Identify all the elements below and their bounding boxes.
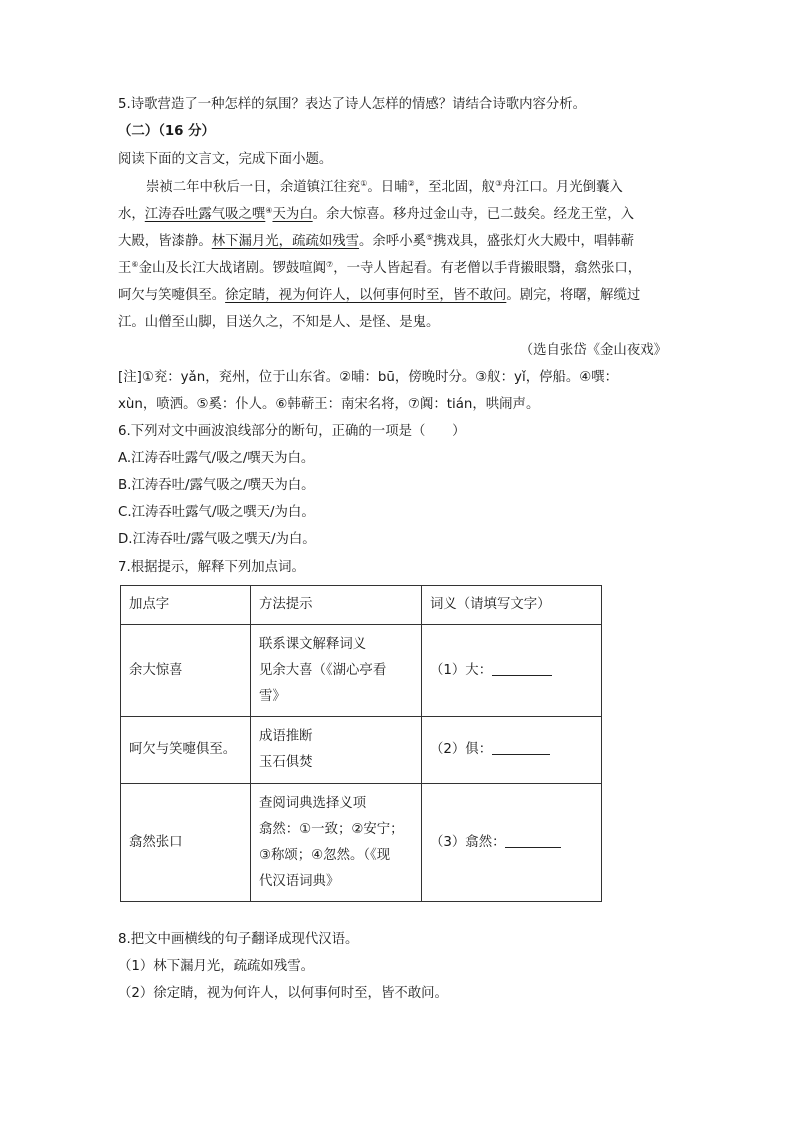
passage-text: 。日晡 — [367, 180, 408, 195]
hint-cell — [251, 784, 422, 902]
hint-line: 玉石俱焚 — [259, 755, 313, 770]
hint-cell — [251, 717, 422, 784]
question-8-item-2: （2）徐定睛，视为何许人，以何事何时至，皆不敢问。 — [118, 986, 448, 1001]
answer-cell — [422, 717, 602, 784]
note-marker: ② — [407, 179, 415, 188]
hint-line: 见余大喜（《湖心亭看 — [259, 662, 387, 678]
passage-text: 王 — [118, 261, 132, 276]
passage-line-6: 江。山僧至山脚，目送久之，不知是人、是怪、是鬼。 — [118, 315, 440, 330]
passage-text: 舟江口。月光倒囊入 — [502, 180, 623, 195]
word-cell: 呵欠与笑嚏俱至。 — [121, 717, 251, 784]
underlined-sentence-2: 徐定睛，视为何许人，以何事何时至，皆不敢问 — [225, 288, 507, 303]
note-marker: ⑥ — [131, 260, 139, 269]
word-cell: 翕然张口 — [121, 784, 251, 902]
passage-text: 。剧完，将曙，解缆过 — [506, 288, 641, 303]
vocab-table — [120, 585, 602, 902]
answer-cell — [422, 784, 602, 902]
answer-blank[interactable] — [505, 833, 561, 848]
header-cell: 词义（请填写文字） — [422, 586, 602, 625]
passage-text: 呵欠与笑嚏俱至。 — [118, 288, 226, 303]
passage-text: 大殿，皆漆静。 — [118, 234, 212, 249]
answer-label: （1）大： — [430, 662, 493, 678]
table-header-row — [121, 586, 602, 625]
passage-line-2 — [118, 205, 634, 225]
hint-line: 雪》 — [259, 688, 286, 704]
underlined-sentence-1: 林下漏月光，疏疏如残雪 — [211, 234, 360, 249]
table-row — [121, 784, 602, 902]
passage-line-3 — [118, 232, 634, 252]
hint-line: 代汉语词典》 — [259, 873, 340, 889]
header-cell: 加点字 — [121, 586, 251, 625]
passage-source: （选自张岱《金山夜戏》 — [519, 343, 667, 358]
hint-line: 翕然：①一致；②安宁； — [259, 821, 404, 837]
note-marker: ① — [360, 179, 368, 188]
question-6-stem: 6.下列对文中画波浪线部分的断句，正确的一项是（ ） — [118, 424, 466, 439]
option-b[interactable]: B.江涛吞吐/露气吸之/噀天为白。 — [118, 478, 315, 493]
answer-label: （3）翕然： — [430, 834, 506, 850]
option-c[interactable]: C.江涛吞吐露气/吸之噀天/为白。 — [118, 505, 315, 520]
hint-line: 查阅词典选择义项 — [259, 795, 367, 811]
passage-text: 。余呼小奚 — [359, 234, 426, 249]
answer-label: （2）俱： — [430, 742, 493, 757]
question-5: 5.诗歌营造了一种怎样的氛围？表达了诗人怎样的情感？请结合诗歌内容分析。 — [118, 97, 587, 112]
reading-instruction: 阅读下面的文言文，完成下面小题。 — [118, 152, 333, 167]
question-8-item-1: （1）林下漏月光，疏疏如残雪。 — [118, 959, 314, 974]
question-8-stem: 8.把文中画横线的句子翻译成现代汉语。 — [118, 932, 359, 947]
note-marker: ③ — [495, 179, 503, 188]
word-cell: 余大惊喜 — [121, 625, 251, 717]
wavy-underlined-text: 江涛吞吐露气吸之噀 — [144, 207, 266, 222]
passage-text: ，一寺人皆起看。有老僧以手背摋眼翳，翕然张口， — [333, 261, 642, 276]
passage-text: 。余大惊喜。移舟过金山寺，已二鼓矣。经龙王堂，入 — [312, 207, 635, 222]
table-row — [121, 717, 602, 784]
hint-line: 联系课文解释词义 — [259, 636, 367, 652]
question-7-stem: 7.根据提示，解释下列加点词。 — [118, 560, 305, 575]
notes-line-2: xùn，喷洒。⑤奚：仆人。⑥韩蕲王：南宋名将，⑦阗：tián，哄闹声。 — [118, 397, 540, 412]
passage-text: 水， — [118, 207, 145, 222]
hint-line: ③称颂；④忽然。（《现 — [259, 847, 391, 863]
option-a[interactable]: A.江涛吞吐露气/吸之/噀天为白。 — [118, 451, 315, 466]
section-heading: （二）（16 分） — [118, 124, 215, 139]
passage-line-4 — [118, 259, 641, 279]
passage-text: 金山及长江大战诸剧。锣鼓喧阗 — [138, 261, 327, 276]
hint-line: 成语推断 — [259, 729, 313, 744]
option-d[interactable]: D.江涛吞吐/露气吸之噀天/为白。 — [118, 532, 316, 547]
hint-cell — [251, 625, 422, 717]
answer-cell — [422, 625, 602, 717]
answer-blank[interactable] — [492, 661, 552, 676]
passage-line-5 — [118, 286, 640, 306]
note-marker: ⑦ — [326, 260, 334, 269]
passage-line-1 — [146, 178, 623, 198]
table-row — [121, 625, 602, 717]
passage-text: 携戏具，盛张灯火大殿中，唱韩蕲 — [433, 234, 635, 249]
answer-blank[interactable] — [492, 740, 550, 755]
header-cell: 方法提示 — [251, 586, 422, 625]
note-marker: ④ — [265, 206, 273, 215]
note-marker: ⑤ — [425, 233, 434, 242]
passage-text: ，至北固，舣 — [414, 180, 496, 195]
wavy-underlined-text: 天为白 — [272, 207, 313, 222]
notes-line-1: [注]①兖：yǎn，兖州，位于山东省。②晡：bū，傍晚时分。③舣：yǐ，停船。④噀： — [118, 370, 619, 385]
passage-text: 崇祯二年中秋后一日，余道镇江往兖 — [146, 180, 361, 195]
